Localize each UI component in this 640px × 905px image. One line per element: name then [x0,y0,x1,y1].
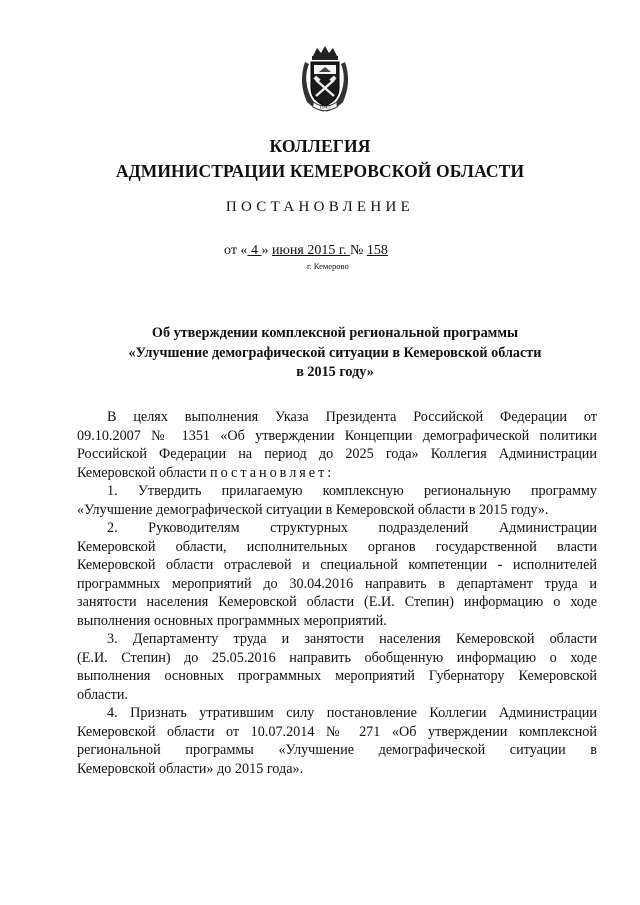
date-number-line [224,243,388,259]
body-line: Кемеровской области отраслевой и специальной компетенции - исполнителей [77,557,597,573]
date-day: 4 [247,243,262,258]
body-line: Российской Федерации на период до 2025 года» Коллегия Администрации [77,446,597,462]
paragraph-1 [77,482,597,519]
body-line: (Е.И. Степин) до 25.05.2016 направить обобщенную информацию о ходе [77,649,597,666]
body-line: программных мероприятий до 30.04.2016 направить в департамент труда и [77,575,597,592]
paragraph-preamble [77,408,597,482]
document-title [80,324,590,383]
body-line: 1. Утвердить прилагаемую комплексную региональную программу [107,483,597,499]
resolves-word: постановляет: [209,464,335,481]
body-line: 4. Признать утратившим силу постановление Коллегии Администрации [107,705,597,721]
document-number: 158 [366,243,388,258]
document-type: ПОСТАНОВЛЕНИЕ [225,199,415,215]
body-line: региональной программы «Улучшение демографической ситуации в [77,742,597,758]
body-line: 09.10.2007 № 1351 «Об утверждении Концепции демографической политики [77,427,597,444]
place-of-issue: г. Кемерово [307,261,349,271]
date-mid: » [261,243,272,258]
title-line: в 2015 году» [296,364,374,380]
body-line: 2. Руководителям структурных подразделений Администрации [107,520,597,536]
number-label: № [349,243,367,258]
paragraph-3 [77,630,597,704]
body-line: занятости населения Кемеровской области (Е.И. Степин) информацию о ходе [77,594,597,610]
body-line: области. [77,686,128,703]
emblem-year-text: 1943 [319,105,331,111]
title-line: «Улучшение демографической ситуации в Кемеровской области [128,344,542,361]
body-line: «Улучшение демографической ситуации в Кемеровской области в 2015 году». [77,501,549,518]
body-line [77,464,597,483]
paragraph-2 [77,519,597,630]
body-line: Кемеровской области» до 2015 года». [77,760,304,777]
paragraph-4 [77,704,597,778]
coat-of-arms-icon [295,44,355,116]
title-line: Об утверждении комплексной региональной программы [151,325,519,341]
body-line: Кемеровской области от 10.07.2014 № 271 «Об утверждении комплексной [77,723,597,740]
body-line: В целях выполнения Указа Президента Российской Федерации от [107,409,597,425]
org-name-line2: АДМИНИСТРАЦИИ КЕМЕРОВСКОЙ ОБЛАСТИ [115,161,525,181]
body-line: выполнения основных программных мероприятий Губернатору Кемеровской [77,668,597,684]
body-line: выполнения основных программных мероприятий. [77,612,387,629]
date-prefix: от « [224,243,248,258]
document-body [77,408,597,778]
date-month-year: июня 2015 г. [271,243,350,258]
org-name-line1: КОЛЛЕГИЯ [269,136,371,156]
body-text: Кемеровской области [77,464,210,481]
body-line: Кемеровской области, исполнительных органов государственной власти [77,538,597,555]
body-line: 3. Департаменту труда и занятости населения Кемеровской области [107,631,597,647]
